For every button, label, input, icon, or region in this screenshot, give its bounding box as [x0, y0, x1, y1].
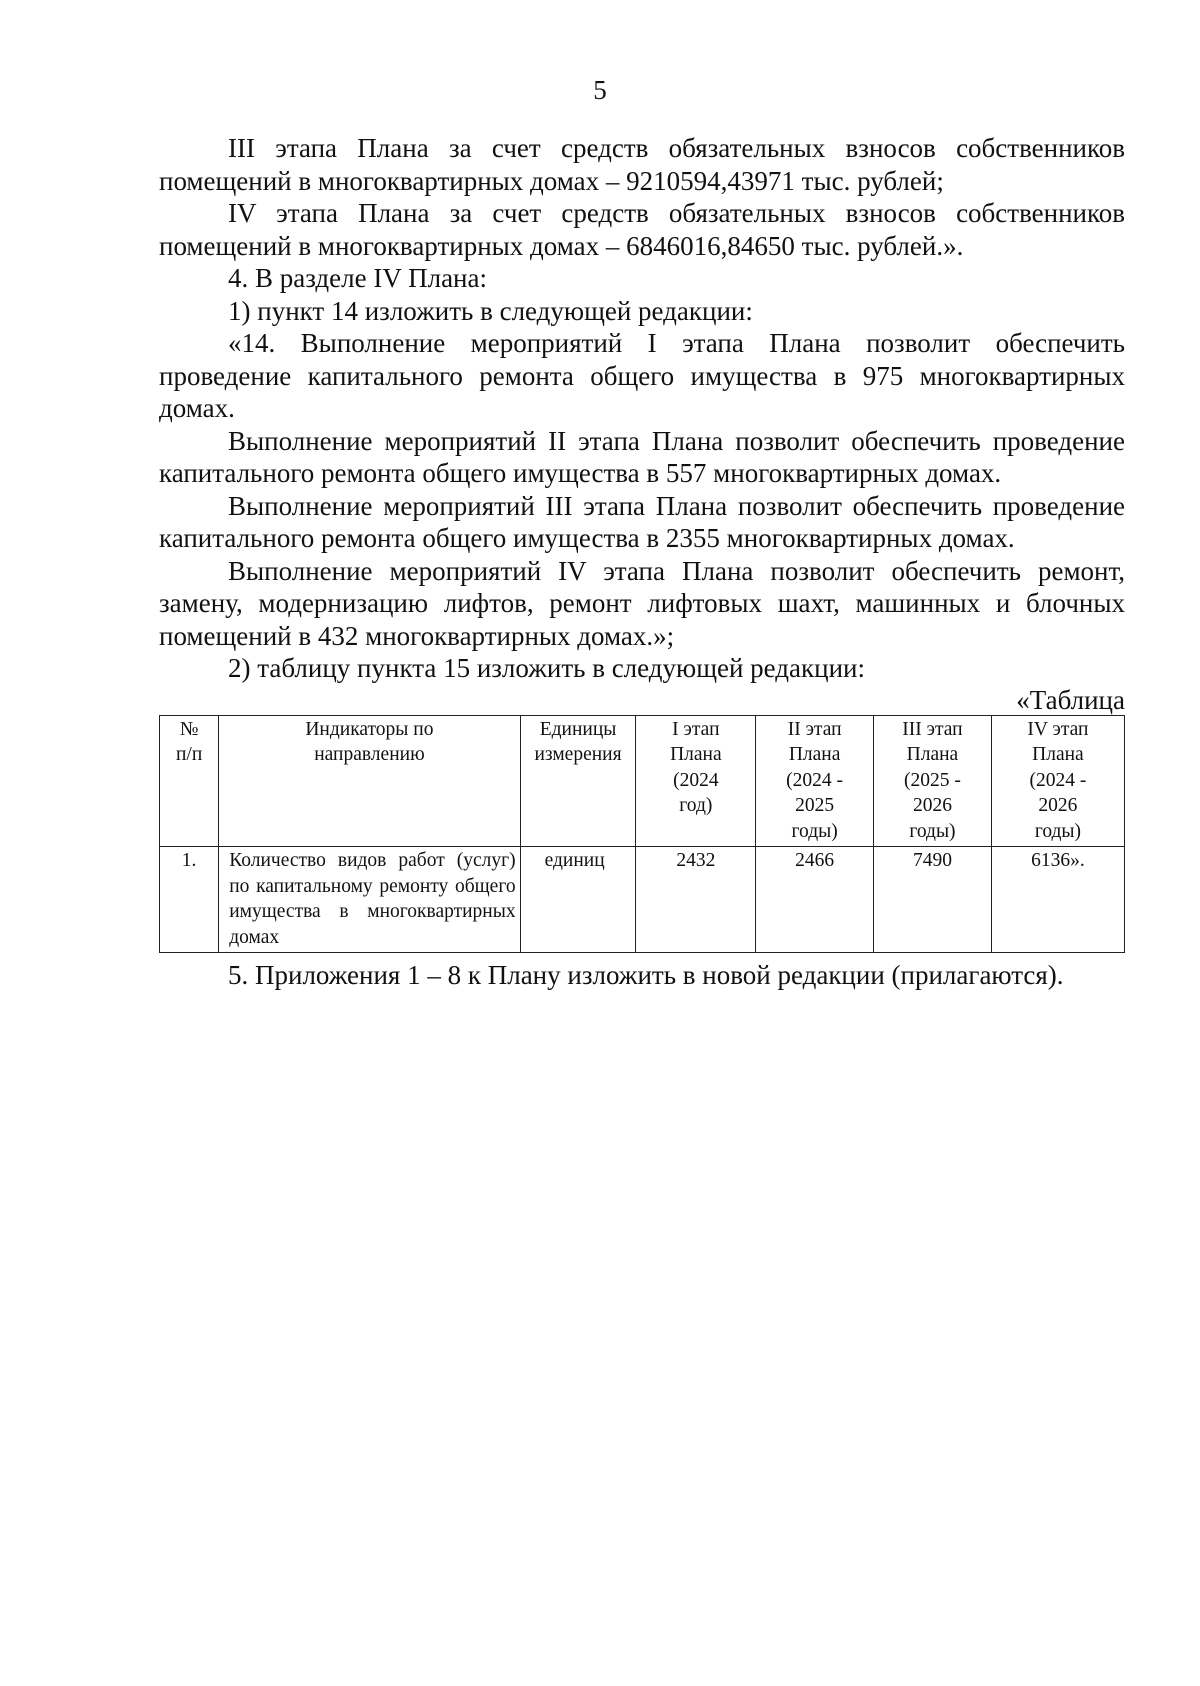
paragraph-item-14-stage3: Выполнение мероприятий III этапа Плана позволит обеспечить проведение капитального ремонта общего имущества в 2355 многоквартирных домах.	[159, 490, 1125, 553]
table-header	[160, 715, 1125, 847]
paragraph-item-14-stage2: Выполнение мероприятий II этапа Плана позволит обеспечить проведение капитального ремонта общего имущества в 557 многоквартирных домах.	[159, 425, 1125, 488]
indicators-table	[159, 715, 1125, 954]
table-row	[160, 847, 1125, 953]
paragraph-appendices: 5. Приложения 1 – 8 к Плану изложить в новой редакции (прилагаются).	[228, 960, 1064, 990]
header-stage-2: II этап Плана (2024 - 2025 годы)	[756, 715, 874, 847]
header-stage-3: III этап Плана (2025 - 2026 годы)	[874, 715, 992, 847]
header-stage-1: I этап Плана (2024 год)	[636, 715, 756, 847]
paragraph-item-15-intro: 2) таблицу пункта 15 изложить в следующей редакции:	[228, 653, 865, 683]
paragraph-item-14-intro: 1) пункт 14 изложить в следующей редакции:	[228, 295, 753, 326]
cell-stage-2: 2466	[756, 847, 874, 953]
header-stage-4: IV этап Плана (2024 - 2026 годы)	[991, 715, 1124, 847]
paragraph-item-14-stage1: «14. Выполнение мероприятий I этапа Плана позволит обеспечить проведение капитального ремонта общего имущества в 975 многоквартирных домах.	[159, 328, 1125, 423]
cell-stage-3: 7490	[874, 847, 992, 953]
cell-unit: единиц	[520, 847, 636, 953]
table-body	[160, 847, 1125, 953]
table-header-row	[160, 715, 1125, 847]
paragraph-stage4-funding: IV этапа Плана за счет средств обязательных взносов собственников помещений в многоквартирных домах – 6846016,84650 тыс. рублей.».	[159, 198, 1125, 261]
paragraph-section-iv: 4. В разделе IV Плана:	[228, 263, 487, 293]
header-number: № п/п	[160, 715, 219, 847]
page-number: 5	[593, 75, 607, 105]
table-caption: «Таблица	[1016, 684, 1125, 715]
document-body	[159, 132, 1125, 992]
cell-indicator: Количество видов работ (услуг) по капитальному ремонту общего имущества в многоквартирных домах	[219, 847, 520, 953]
header-unit: Единицы измерения	[520, 715, 636, 847]
cell-number: 1.	[160, 847, 219, 953]
header-indicator: Индикаторы по направлению	[219, 715, 520, 847]
cell-stage-4: 6136».	[991, 847, 1124, 953]
paragraph-item-14-stage4: Выполнение мероприятий IV этапа Плана позволит обеспечить ремонт, замену, модернизацию лифтов, ремонт лифтовых шахт, машинных и блочных помещений в 432 многоквартирных домах.»;	[159, 555, 1125, 651]
cell-stage-1: 2432	[636, 847, 756, 953]
paragraph-stage3-funding: III этапа Плана за счет средств обязательных взносов собственников помещений в многоквартирных домах – 9210594,43971 тыс. рублей;	[159, 133, 1125, 196]
